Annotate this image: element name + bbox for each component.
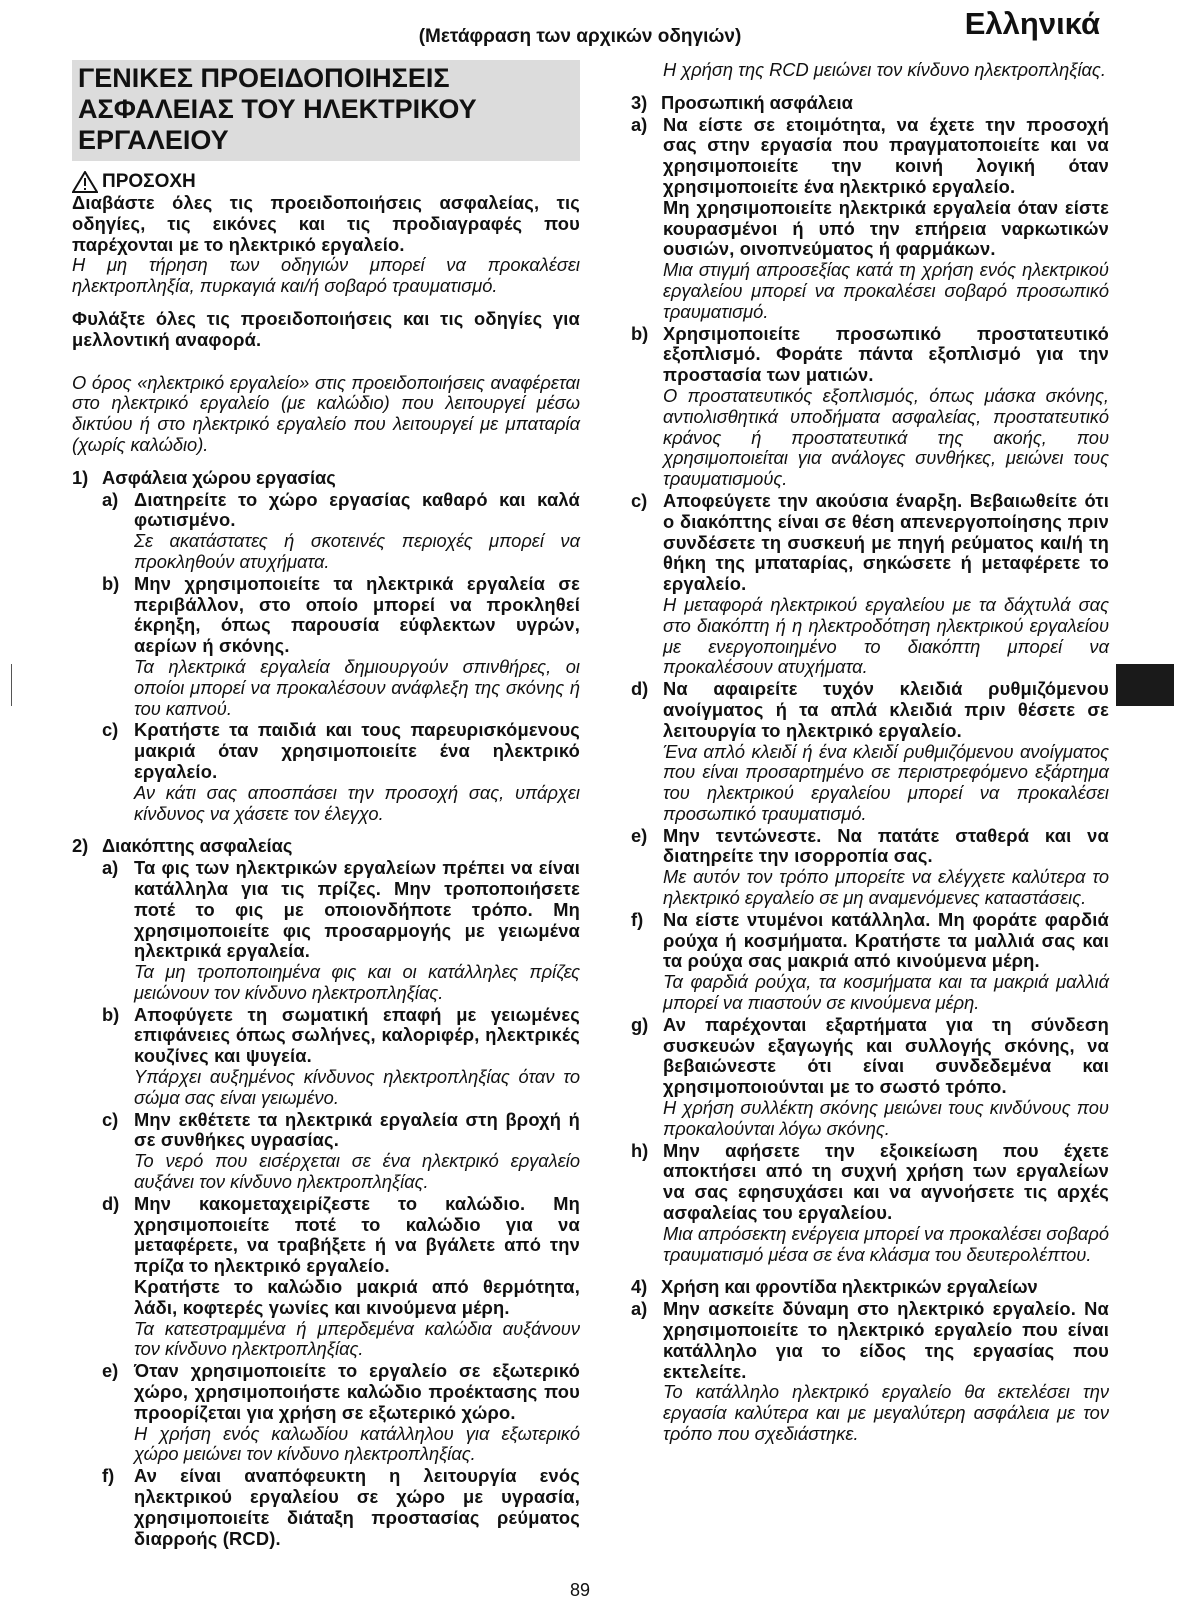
right-column xyxy=(631,60,1109,1445)
list-item: a) Τα φις των ηλεκτρικών εργαλείων πρέπει να είναι κατάλληλα για τις πρίζες. Μην τροποποιήσετε ποτέ το φις με οποιονδήποτε τρόπο. Μη χρησιμοποιείτε φις προσαρμογής με γειωμένα ηλεκτρικά εργαλεία. Τα μη τροποποιημένα φις και οι κατάλληλες πρίζες μειώνουν τον κίνδυνο ηλεκτροπληξίας. xyxy=(102,857,580,1003)
list-item: d) Να αφαιρείτε τυχόν κλειδιά ρυθμιζόμενου ανοίγματος ή τα απλά κλειδιά πριν θέσετε σε λειτουργία το ηλεκτρικό εργαλείο. Ένα απλό κλειδί ή ένα κλειδί ρυθμιζόμενου ανοίγματος που είναι προσαρτημένο σε περιστρεφόμενο εξάρτημα του ηλεκτρικού εργαλείου μπορεί να προκαλέσει προσωπικό τραυματισμό. xyxy=(631,678,1109,824)
list-item: c) Μην εκθέτετε τα ηλεκτρικά εργαλεία στη βροχή ή σε συνθήκες υγρασίας. Το νερό που εισέρχεται σε ένα ηλεκτρικό εργαλείο αυξάνει τον κίνδυνο ηλεκτροπληξίας. xyxy=(102,1108,580,1193)
list-item: a) Μην ασκείτε δύναμη στο ηλεκτρικό εργαλείο. Να χρησιμοποιείτε το ηλεκτρικό εργαλείο που είναι κατάλληλο για το είδος της εργασίας που εκτελείτε. Το κατάλληλο ηλεκτρικό εργαλείο θα εκτελέσει την εργασία καλύτερα και με μεγαλύτερη ασφάλεια με τον τρόπο που σχεδιάστηκε. xyxy=(631,1298,1109,1444)
translation-note: (Μετάφραση των αρχικών οδηγιών) xyxy=(418,26,742,47)
keep-instructions: Φυλάξτε όλες τις προειδοποιήσεις και τις οδηγίες για μελλοντική αναφορά. xyxy=(72,307,580,350)
list-item: f) Να είστε ντυμένοι κατάλληλα. Μη φοράτε φαρδιά ρούχα ή κοσμήματα. Κρατήστε τα μαλλιά σας και τα ρούχα σας μακριά από κινούμενα μέρη. Τα φαρδιά ρούχα, τα κοσμήματα και τα μακριά μαλλιά μπορεί να πιαστούν σε κινούμενα μέρη. xyxy=(631,908,1109,1014)
left-margin-mark xyxy=(11,664,12,706)
list-item: e) Μην τεντώνεστε. Να πατάτε σταθερά και να διατηρείτε την ισορροπία σας. Με αυτόν τον τρόπο μπορείτε να ελέγχετε καλύτερα το ηλεκτρικό εργαλείο σε μη αναμενόμενες καταστάσεις. xyxy=(631,824,1109,909)
list-item: b) Χρησιμοποιείτε προσωπικό προστατευτικό εξοπλισμό. Φοράτε πάντα εξοπλισμό για την προστασία των ματιών. Ο προστατευτικός εξοπλισμός, όπως μάσκα σκόνης, αντιολισθητικά υποδήματα ασφαλείας, προστατευτικό κράνος ή προστατευτικά της ακοής, που χρησιμοποιείται για ανάλογες συνθήκες, μειώνει τους τραυματισμούς. xyxy=(631,322,1109,490)
list-item: e) Όταν χρησιμοποιείτε το εργαλείο σε εξωτερικό χώρο, χρησιμοποιήστε καλώδιο προέκτασης που προορίζεται για χρήση σε εξωτερικό χώρο. Η χρήση ενός καλωδίου κατάλληλου για εξωτερικό χώρο μειώνει τον κίνδυνο ηλεκτροπληξίας. xyxy=(102,1360,580,1465)
section-heading: 3) Προσωπική ασφάλεια xyxy=(631,91,853,113)
list-item: f) Αν είναι αναπόφευκτη η λειτουργία ενός ηλεκτρικού εργαλείου σε χώρο με υγρασία, χρησιμοποιείτε διάταξη προστασίας ρεύματος διαρροής (RCD). xyxy=(102,1465,580,1549)
rcd-note: Η χρήση της RCD μειώνει τον κίνδυνο ηλεκτροπληξίας. xyxy=(663,59,1106,80)
list-item: d) Μην κακομεταχειρίζεστε το καλώδιο. Μη χρησιμοποιείτε ποτέ το καλώδιο για να μεταφέρετε, να τραβήξετε ή να βγάλετε από την πρίζα το ηλεκτρικό εργαλείο. Κρατήστε το καλώδιο μακριά από θερμότητα, λάδι, κοφτερές γωνίες και κινούμενα μέρη. Τα κατεστραμμένα ή μπερδεμένα καλώδια αυξάνουν τον κίνδυνο ηλεκτροπληξίας. xyxy=(102,1192,580,1360)
page-number: 89 xyxy=(569,1580,591,1600)
list-item: h) Μην αφήσετε την εξοικείωση που έχετε αποκτήσει από τη συχνή χρήση των εργαλείων να σας εφησυχάσει και να αγνοήσετε τις αρχές ασφαλείας του εργαλείου. Μια απρόσεκτη ενέργεια μπορεί να προκαλέσει σοβαρό τραυματισμό μέσα σε ένα κλάσμα του δευτερολέπτου. xyxy=(631,1139,1109,1265)
language-label: Ελληνικά xyxy=(964,6,1100,41)
section-tab-marker xyxy=(1116,664,1174,706)
list-item: b) Μην χρησιμοποιείτε τα ηλεκτρικά εργαλεία σε περιβάλλον, στο οποίο μπορεί να προκληθεί έκρηξη, όπως παρουσία εύφλεκτων υγρών, αερίων ή σκόνης. Τα ηλεκτρικά εργαλεία δημιουργούν σπινθήρες, οι οποίοι μπορεί να προκαλέσουν ανάφλεξη της σκόνης ή του καπνού. xyxy=(102,572,580,719)
section-heading: 4) Χρήση και φροντίδα ηλεκτρικών εργαλείων xyxy=(631,1276,1038,1298)
caution-text: Διαβάστε όλες τις προειδοποιήσεις ασφαλείας, τις οδηγίες, τις εικόνες και τις προδιαγραφές που παρέχονται με το ηλεκτρικό εργαλείο. xyxy=(72,192,580,255)
list-item: c) Κρατήστε τα παιδιά και τους παρευρισκόμενους μακριά όταν χρησιμοποιείτε ένα ηλεκτρικό εργαλείο. Αν κάτι σας αποσπάσει την προσοχή σας, υπάρχει κίνδυνος να χάσετε τον έλεγχο. xyxy=(102,719,580,824)
list-item: a) Διατηρείτε το χώρο εργασίας καθαρό και καλά φωτισμένο. Σε ακατάστατες ή σκοτεινές περιοχές μπορεί να προκληθούν ατυχήματα. xyxy=(102,488,580,572)
caution-heading xyxy=(72,171,580,193)
warning-triangle-icon xyxy=(72,171,98,193)
list-item: c) Αποφεύγετε την ακούσια έναρξη. Βεβαιωθείτε ότι ο διακόπτης είναι σε θέση απενεργοποίησης πριν συνδέσετε τη συσκευή με πηγή ρεύματος και/ή τη θήκη της μπαταρίας, σηκώσετε ή μεταφέρετε το εργαλείο. Η μεταφορά ηλεκτρικού εργαλείου με τα δάχτυλά σας στο διακόπτη ή η ηλεκτροδότηση ηλεκτρικού εργαλείου με ενεργοποιημένο το διακόπτη μπορεί να προκαλέσουν ατυχήματα. xyxy=(631,489,1109,678)
list-item: b) Αποφύγετε τη σωματική επαφή με γειωμένες επιφάνειες όπως σωλήνες, καλοριφέρ, ηλεκτρικές κουζίνες και ψυγεία. Υπάρχει αυξημένος κίνδυνος ηλεκτροπληξίας όταν το σώμα σας είναι γειωμένο. xyxy=(102,1003,580,1108)
left-column xyxy=(72,60,580,1549)
section-heading: 2) Διακόπτης ασφαλείας xyxy=(72,835,293,857)
list-item: g) Αν παρέχονται εξαρτήματα για τη σύνδεση συσκευών εξαγωγής και συλλογής σκόνης, να βεβαιώνεστε ότι είναι συνδεδεμένα και χρησιμοποιούνται με το σωστό τρόπο. Η χρήση συλλέκτη σκόνης μειώνει τους κινδύνους που προκαλούνται λόγω σκόνης. xyxy=(631,1013,1109,1139)
list-item: a) Να είστε σε ετοιμότητα, να έχετε την προσοχή σας στην εργασία που πραγματοποιείτε και να χρησιμοποιείτε την κοινή λογική όταν χρησιμοποιείτε ένα ηλεκτρικό εργαλείο. Μη χρησιμοποιείτε ηλεκτρικά εργαλεία όταν είστε κουρασμένοι ή υπό την επήρεια ναρκωτικών ουσιών, οινοπνεύματος ή φαρμάκων. Μια στιγμή απροσεξίας κατά τη χρήση ενός ηλεκτρικού εργαλείου μπορεί να προκαλέσει σοβαρό προσωπικό τραυματισμό. xyxy=(631,113,1109,322)
section-heading: 1) Ασφάλεια χώρου εργασίας xyxy=(72,466,336,488)
caution-note: Η μη τήρηση των οδηγιών μπορεί να προκαλέσει ηλεκτροπληξία, πυρκαγιά και/ή σοβαρό τραυματισμό. xyxy=(72,254,580,297)
term-definition: Ο όρος «ηλεκτρικό εργαλείο» στις προειδοποιήσεις αναφέρεται στο ηλεκτρικό εργαλείο (με καλώδιο) που λειτουργεί μέσω δικτύου ή στο ηλεκτρικό εργαλείο που λειτουργεί με μπαταρία (χωρίς καλώδιο). xyxy=(72,371,580,455)
page-title: ΓΕΝΙΚΕΣ ΠΡΟΕΙΔΟΠΟΙΗΣΕΙΣ ΑΣΦΑΛΕΙΑΣ ΤΟΥ ΗΛΕΚΤΡΙΚΟΥ ΕΡΓΑΛΕΙΟΥ xyxy=(72,60,580,161)
caution-label: ΠΡΟΣΟΧΗ xyxy=(102,170,196,192)
